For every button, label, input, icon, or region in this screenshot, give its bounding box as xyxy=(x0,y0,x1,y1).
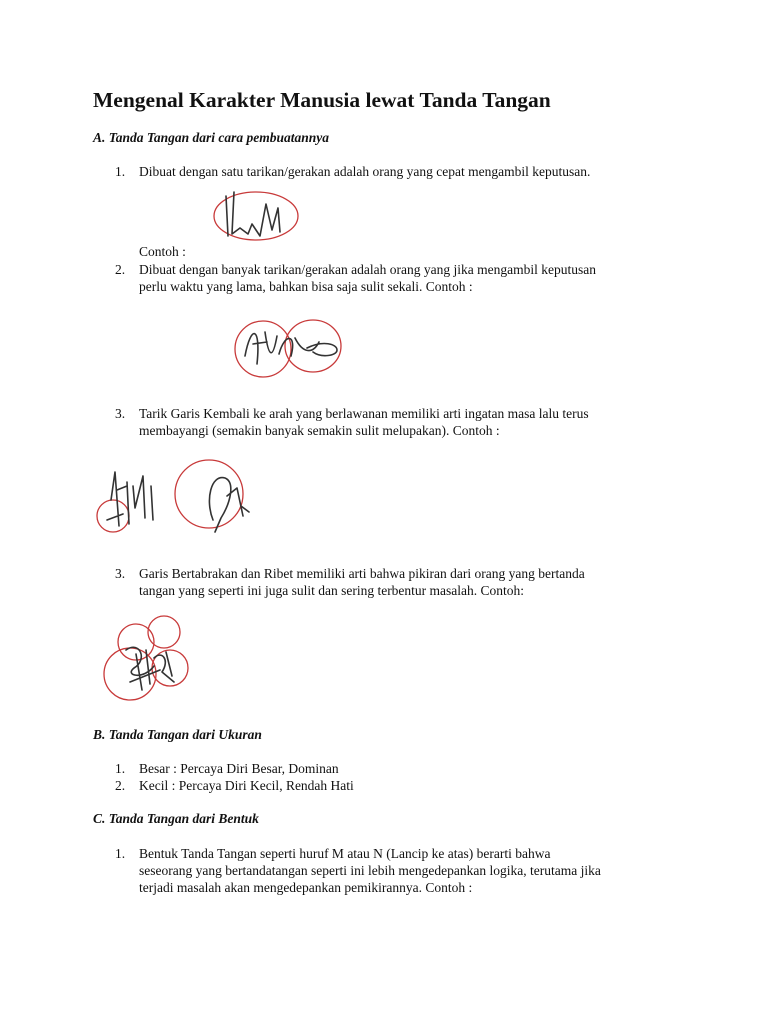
list-item-text: Garis Bertabrakan dan Ribet memiliki arti bahwa pikiran dari orang yang bertanda xyxy=(139,566,585,581)
signature-single-stroke-image xyxy=(212,188,302,250)
list-number: 2. xyxy=(115,262,126,277)
signature-overlapping-image xyxy=(100,610,200,706)
list-item-text: Tarik Garis Kembali ke arah yang berlawanan memiliki arti ingatan masa lalu terus xyxy=(139,406,589,421)
list-item-text: terjadi masalah akan mengedepankan pemikirannya. Contoh : xyxy=(139,880,473,895)
page-title: Mengenal Karakter Manusia lewat Tanda Tangan xyxy=(93,88,551,112)
list-number: 1. xyxy=(115,164,126,179)
list-number: 3. xyxy=(115,406,126,421)
list-item-text: Dibuat dengan satu tarikan/gerakan adalah orang yang cepat mengambil keputusan. xyxy=(139,164,591,179)
list-number: 3. xyxy=(115,566,126,581)
list-item-text: Bentuk Tanda Tangan seperti huruf M atau N (Lancip ke atas) berarti bahwa xyxy=(139,846,551,861)
example-label: Contoh : xyxy=(139,244,186,259)
list-item-text: membayangi (semakin banyak semakin sulit melupakan). Contoh : xyxy=(139,423,500,438)
list-item-text: tangan yang seperti ini juga sulit dan sering terbentur masalah. Contoh: xyxy=(139,583,525,598)
list-item-text: seseorang yang bertandatangan seperti ini lebih mengedepankan logika, terutama jika xyxy=(139,863,601,878)
list-item-text: Dibuat dengan banyak tarikan/gerakan adalah orang yang jika mengambil keputusan xyxy=(139,262,596,277)
list-number: 1. xyxy=(115,761,126,776)
signature-many-strokes-image xyxy=(233,314,345,384)
list-item-text: Besar : Percaya Diri Besar, Dominan xyxy=(139,761,339,776)
list-item-text: perlu waktu yang lama, bahkan bisa saja sulit sekali. Contoh : xyxy=(139,279,473,294)
list-number: 1. xyxy=(115,846,126,861)
list-number: 2. xyxy=(115,778,126,793)
section-a-heading: A. Tanda Tangan dari cara pembuatannya xyxy=(93,130,330,145)
section-c-heading: C. Tanda Tangan dari Bentuk xyxy=(93,811,259,826)
section-b-heading: B. Tanda Tangan dari Ukuran xyxy=(93,727,262,742)
signature-backstroke-image xyxy=(93,456,253,546)
list-item-text: Kecil : Percaya Diri Kecil, Rendah Hati xyxy=(139,778,354,793)
